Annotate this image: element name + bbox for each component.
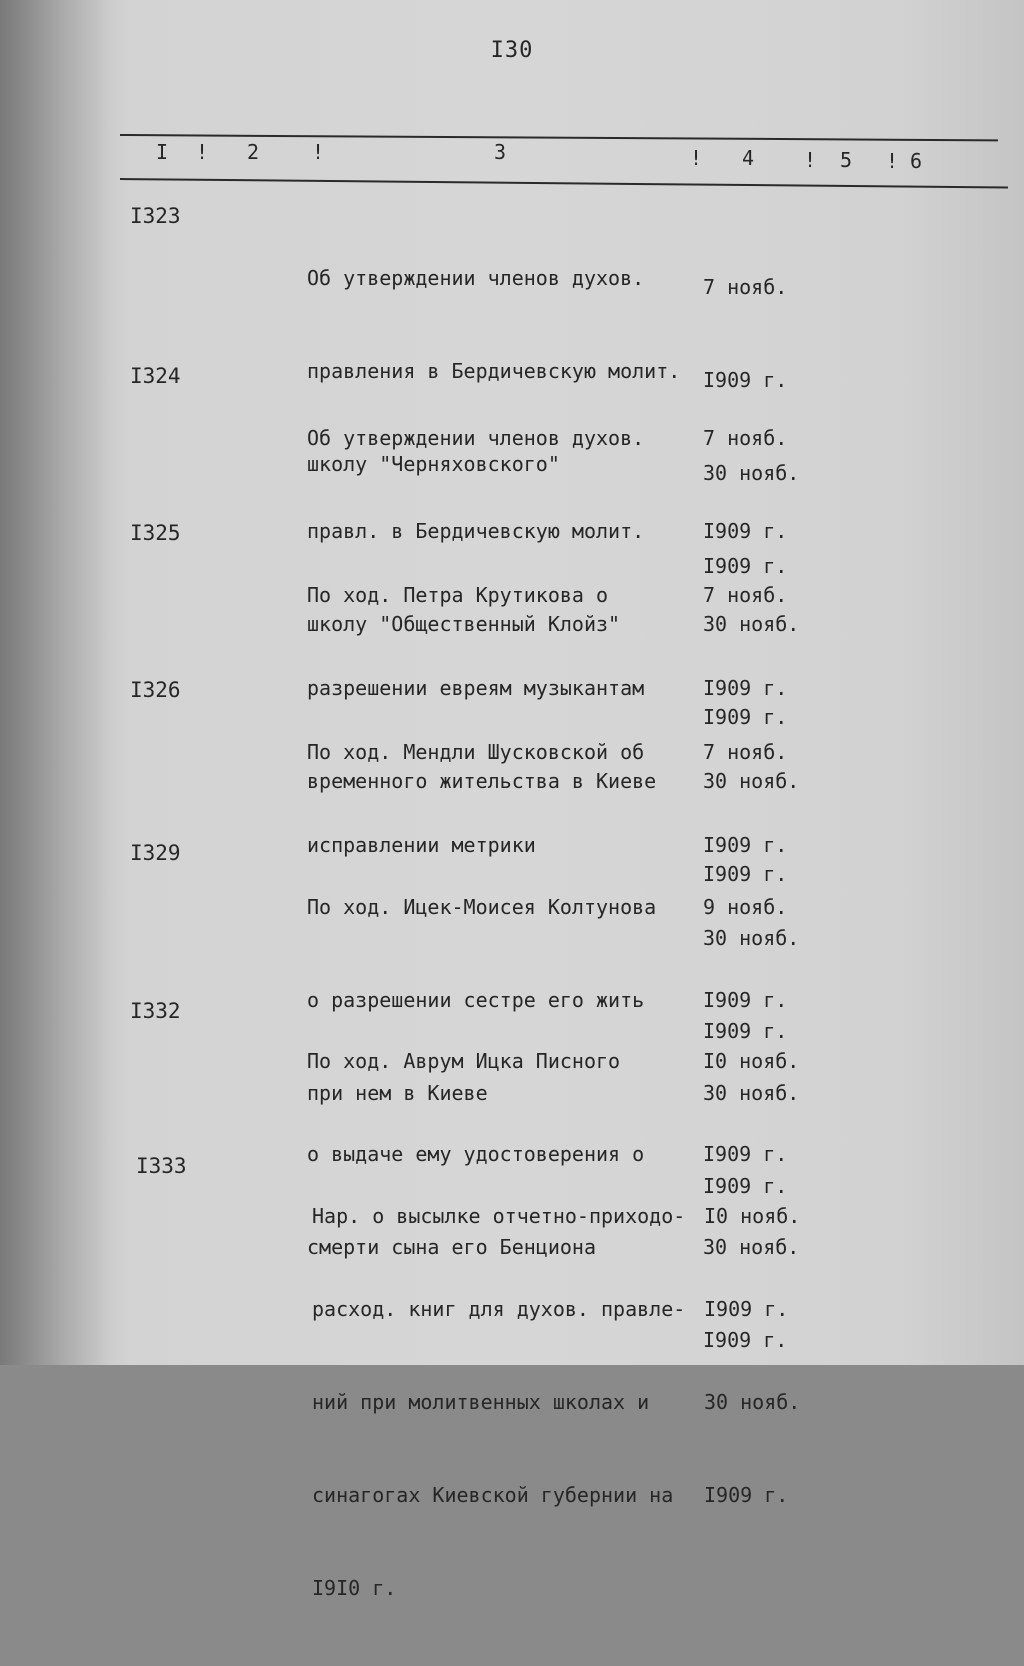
date-line: I909 г. <box>703 705 788 729</box>
date-line: 30 нояб. <box>703 461 800 485</box>
date-line: I909 г. <box>703 862 788 886</box>
entry-description <box>312 1139 685 1666</box>
entry-number: I329 <box>130 841 181 865</box>
description-line: синагогах Киевской губернии на <box>312 1483 674 1507</box>
date-line: I909 г. <box>703 1174 788 1198</box>
description-line: По ход. Аврум Ицка Писного <box>307 1049 621 1073</box>
description-line: смерти сына его Бенциона <box>307 1235 596 1259</box>
date-line: I909 г. <box>704 1483 789 1507</box>
date-line: I0 нояб. <box>704 1204 801 1228</box>
description-line: правл. в Бердичевскую молит. <box>307 519 645 543</box>
description-line: По ход. Петра Крутикова о <box>307 583 609 607</box>
entry-number: I324 <box>130 364 181 388</box>
description-line: исправлении метрики <box>307 833 536 857</box>
header-col-4: 4 <box>742 146 755 170</box>
date-line: 7 нояб. <box>703 426 788 450</box>
header-separator: ! <box>690 146 703 170</box>
date-line: 30 нояб. <box>703 1235 800 1259</box>
date-line: 30 нояб. <box>703 1081 800 1105</box>
date-line: I909 г. <box>703 676 788 700</box>
description-line: школу "Общественный Клойз" <box>307 612 621 636</box>
date-line: 9 нояб. <box>703 895 788 919</box>
header-separator: ! <box>196 140 209 164</box>
entry-number: I323 <box>130 204 181 228</box>
description-line: о разрешении сестре его жить <box>307 988 645 1012</box>
description-line: Об утверждении членов духов. <box>307 266 645 290</box>
date-line: 7 нояб. <box>703 583 788 607</box>
description-line: По ход. Мендли Шусковской об <box>307 740 645 764</box>
description-line: По ход. Ицек-Моисея Колтунова <box>307 895 657 919</box>
date-line: I909 г. <box>703 519 788 543</box>
date-line: I909 г. <box>704 1297 789 1321</box>
date-line: I909 г. <box>703 368 788 392</box>
header-col-5: 5 <box>840 148 853 172</box>
entry-number: I332 <box>130 999 181 1023</box>
entry-number: I333 <box>136 1154 187 1178</box>
date-line: I909 г. <box>703 988 788 1012</box>
description-line: разрешении евреям музыкантам <box>307 676 645 700</box>
date-line: I0 нояб. <box>703 1049 800 1073</box>
header-col-6: 6 <box>910 149 923 173</box>
date-line: 7 нояб. <box>703 275 788 299</box>
description-line: I9I0 г. <box>312 1576 397 1600</box>
entry-number: I325 <box>130 521 181 545</box>
table-header-row <box>0 140 1024 174</box>
binding-shadow <box>0 0 110 1365</box>
date-line: I909 г. <box>703 1328 788 1352</box>
description-line: ний при молитвенных школах и <box>312 1390 650 1414</box>
date-line: 30 нояб. <box>703 926 800 950</box>
date-line: I909 г. <box>703 1142 788 1166</box>
table-header-bottom-rule <box>120 178 1008 189</box>
header-separator: ! <box>312 140 325 164</box>
date-line: 30 нояб. <box>703 769 800 793</box>
header-separator: ! <box>886 149 899 173</box>
header-col-3: 3 <box>494 140 507 164</box>
description-line: правления в Бердичевскую молит. <box>307 359 681 383</box>
description-line: Об утверждении членов духов. <box>307 426 645 450</box>
date-line: I909 г. <box>703 833 788 857</box>
date-line: I909 г. <box>703 1019 788 1043</box>
description-line: расход. книг для духов. правле- <box>312 1297 686 1321</box>
description-line: при нем в Киеве <box>307 1081 488 1105</box>
date-line: I909 г. <box>703 554 788 578</box>
entry-dates <box>704 1139 800 1573</box>
header-separator: ! <box>804 148 817 172</box>
date-line: 7 нояб. <box>703 740 788 764</box>
description-line: о выдаче ему удостоверения о <box>307 1142 645 1166</box>
header-col-1: I <box>156 140 169 164</box>
date-line: 30 нояб. <box>704 1390 801 1414</box>
description-line: школу "Черняховского" <box>307 452 560 476</box>
date-line: 30 нояб. <box>703 612 800 636</box>
header-col-2: 2 <box>247 140 260 164</box>
description-line: Нар. о высылке отчетно-приходо- <box>312 1204 686 1228</box>
page-number: I30 <box>490 38 534 63</box>
description-line: временного жительства в Киеве <box>307 769 657 793</box>
entry-number: I326 <box>130 678 181 702</box>
